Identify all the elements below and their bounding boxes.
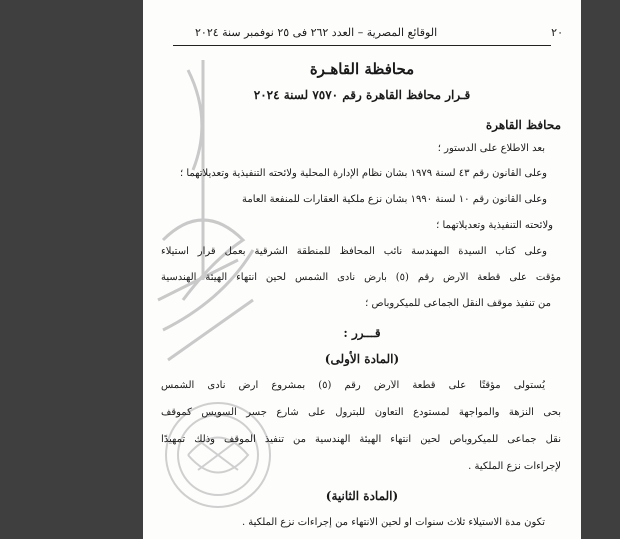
header-divider xyxy=(173,45,551,46)
preamble-line: وعلى القانون رقم ١٠ لسنة ١٩٩٠ بشأن نزع ملكية العقارات للمنفعة العامة xyxy=(241,194,547,205)
article-1-line: لإجراءات نزع الملكية . xyxy=(468,461,561,472)
viewer-left-panel xyxy=(0,0,143,539)
article-1-line: يُستولى مؤقتًا على قطعة الأرض رقم (٥) بمشروع أرض نادى الشمس xyxy=(161,380,545,391)
preamble-line: وعلى القانون رقم ٤٣ لسنة ١٩٧٩ بشأن نظام الإدارة المحلية ولائحته التنفيذية وتعديلاتهما ؛ xyxy=(179,168,547,179)
gazette-info: الوقائع المصرية – العدد ٢٦٢ فى ٢٥ نوفمبر سنة ٢٠٢٤ xyxy=(195,26,438,39)
preamble-line: مؤقت على قطعة الأرض رقم (٥) بأرض نادى الشمس لحين انتهاء الهيئة الهندسية xyxy=(161,272,561,283)
article-1-line: نقل جماعى للميكروباص لحين انتهاء الهيئة الهندسية من تنفيذ الموقف وذلك تمهيدًا xyxy=(161,434,561,445)
preamble-line: من تنفيذ موقف النقل الجماعى للميكروباص ؛ xyxy=(365,298,551,309)
preamble-line: بعد الاطلاع على الدستور ؛ xyxy=(437,143,545,154)
issuer-heading: محافظ القاهرة xyxy=(485,118,561,132)
article-1-line: بحى النزهة والمواجهة لمستودع التعاون للبترول على شارع جسر السويس كموقف xyxy=(161,407,561,418)
article-2-title: (المادة الثانية) xyxy=(325,489,399,503)
article-1-title: (المادة الأولى) xyxy=(324,352,400,366)
page-header xyxy=(173,26,563,42)
decision-title: قـرار محافظ القاهرة رقم ٧٥٧٠ لسنة ٢٠٢٤ xyxy=(253,88,471,102)
article-2-line: تكون مدة الاستيلاء ثلاث سنوات أو لحين الانتهاء من إجراءات نزع الملكية . xyxy=(241,517,545,528)
viewer-right-panel xyxy=(581,0,620,539)
decided-heading: قـــرر : xyxy=(343,326,381,340)
preamble-line: وعلى كتاب السيدة المهندسة نائب المحافظ للمنطقة الشرقية بعمل قرار استيلاء xyxy=(161,246,547,257)
page-number: ٢٠ xyxy=(551,26,563,39)
page-title: محافظة القاهـرة xyxy=(309,60,415,78)
document-page[interactable] xyxy=(143,0,581,539)
preamble-line: ولائحته التنفيذية وتعديلاتهما ؛ xyxy=(436,220,553,231)
